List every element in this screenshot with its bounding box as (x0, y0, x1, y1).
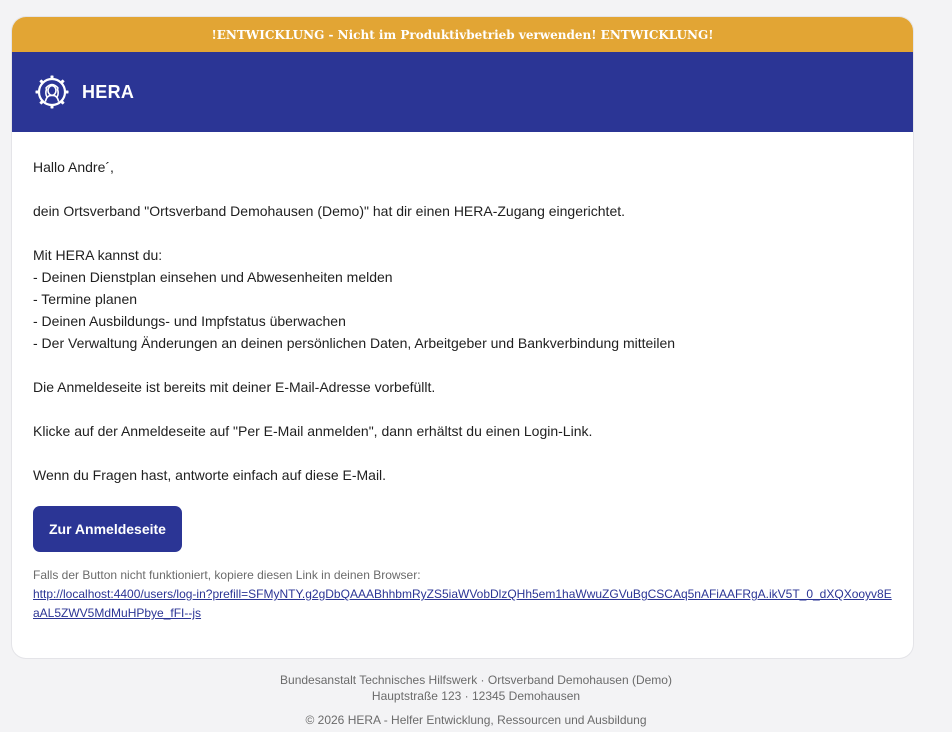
prefill-note: Die Anmeldeseite ist bereits mit deiner E-Mail-Adresse vorbefüllt. (33, 379, 436, 395)
footer-copyright: © 2026 HERA - Helfer Entwicklung, Ressourcen und Ausbildung (305, 713, 647, 727)
questions-note: Wenn du Fragen hast, antworte einfach auf diese E-Mail. (33, 467, 387, 483)
brand-name: HERA (82, 81, 135, 102)
fallback-text: Falls der Button nicht funktioniert, kopiere diesen Link in deinen Browser: (33, 568, 421, 582)
greeting: Hallo Andre´, (33, 159, 114, 175)
intro-text: dein Ortsverband "Ortsverband Demohausen (Demo)" hat dir einen HERA-Zugang eingerichtet. (33, 203, 626, 219)
email-card (12, 17, 913, 658)
feature-item: - Der Verwaltung Änderungen an deinen persönlichen Daten, Arbeitgeber und Bankverbindung mitteilen (33, 335, 676, 351)
feature-item: - Deinen Dienstplan einsehen und Abwesenheiten melden (33, 269, 393, 285)
dev-warning-text: !ENTWICKLUNG - Nicht im Produktivbetrieb verwenden! ENTWICKLUNG! (211, 27, 714, 42)
email-header (12, 52, 913, 132)
email-body (12, 132, 913, 623)
feature-item: - Deinen Ausbildungs- und Impfstatus überwachen (33, 313, 346, 329)
fallback-login-link[interactable]: http://localhost:4400/users/log-in?prefill=SFMyNTY.g2gDbQAAABhhbmRyZS5iaWVobDlzQHh5em1haWwuZGVuBgCSCAq5nAFiAAFRgA.ikV5T_0_dXQXooyv8EaAL5ZWV5MdMuHPbye_fFI--js (33, 587, 892, 620)
feature-item: - Termine planen (33, 291, 138, 307)
hera-goddess-gear-icon (34, 74, 70, 110)
fallback-section (33, 566, 892, 623)
email-footer (0, 672, 952, 728)
features-title: Mit HERA kannst du: (33, 247, 163, 263)
footer-organization: Bundesanstalt Technisches Hilfswerk · Ortsverband Demohausen (Demo) (280, 673, 672, 687)
login-hint: Klicke auf der Anmeldeseite auf "Per E-Mail anmelden", dann erhältst du einen Login-Link. (33, 423, 593, 439)
footer-address: Hauptstraße 123 · 12345 Demohausen (371, 689, 581, 703)
login-page-button[interactable]: Zur Anmeldeseite (33, 506, 182, 552)
dev-warning-banner (12, 17, 913, 52)
